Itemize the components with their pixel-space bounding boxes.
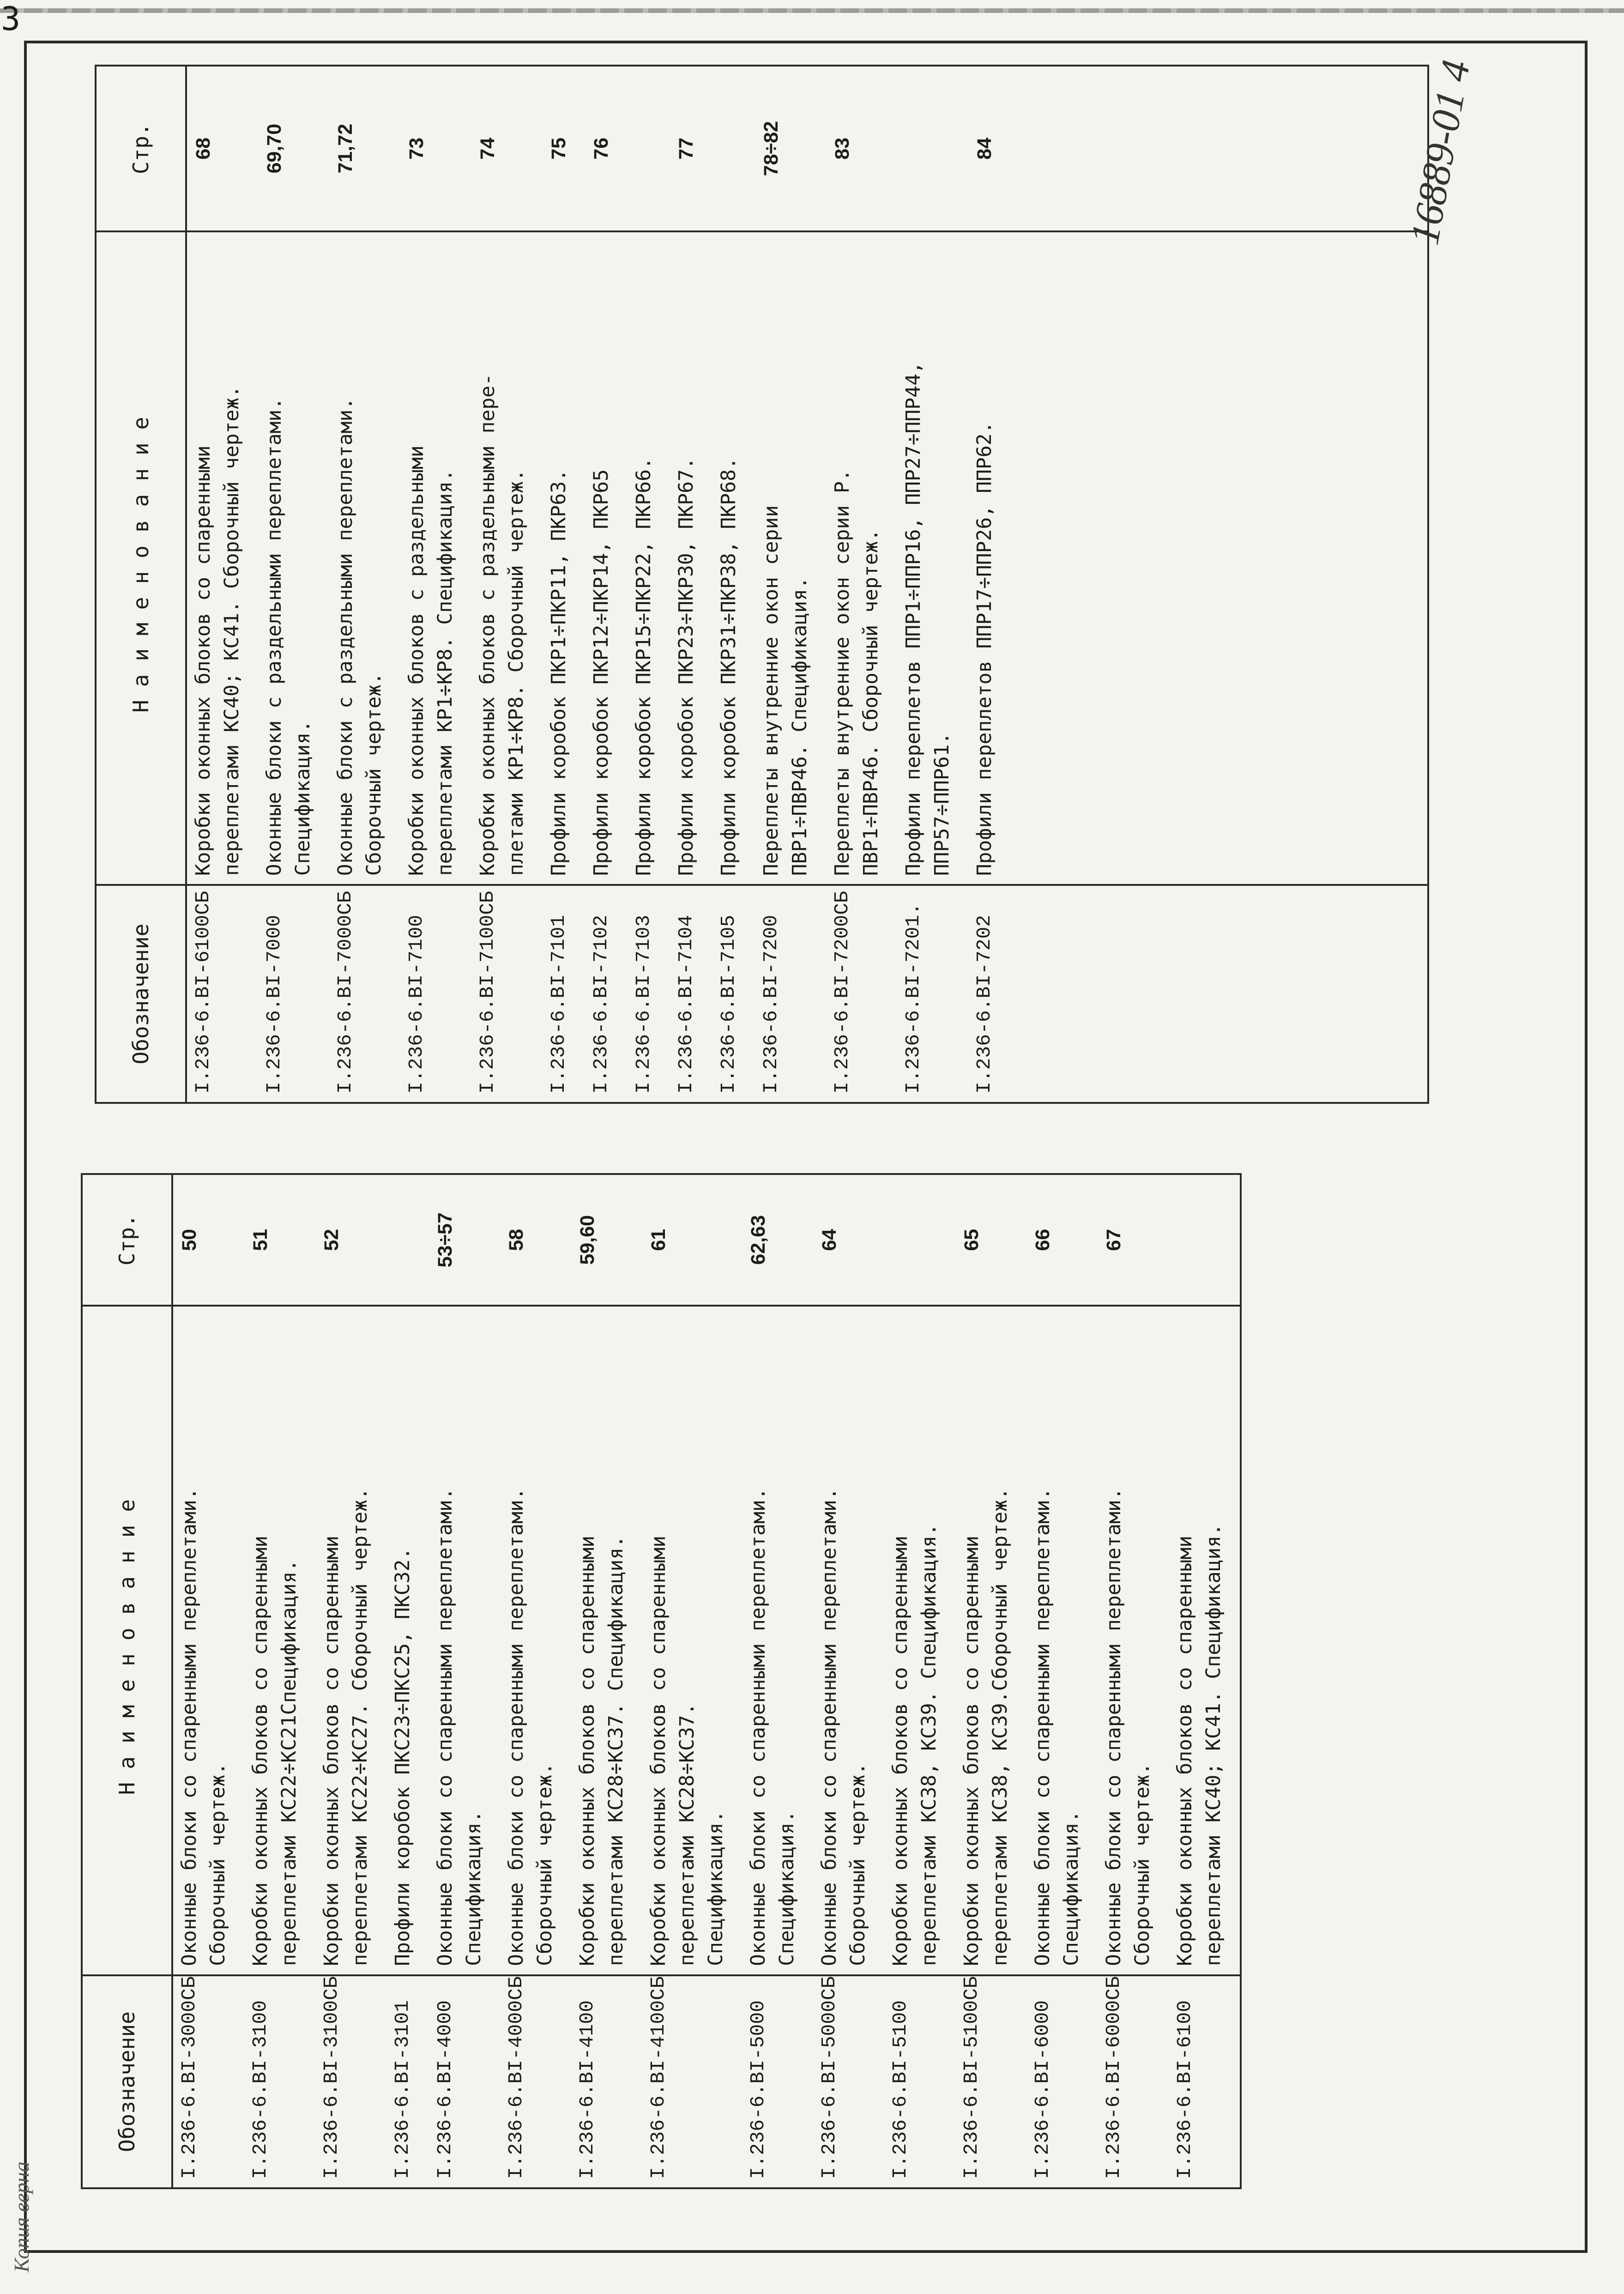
entry-name-line: переплетами КС38, КС39. Спецификация.: [918, 1523, 941, 1966]
header-name: Наименование: [82, 1306, 172, 1975]
entry-code: I.236-6.BI-7101: [547, 914, 570, 1094]
entry-code: I.236-6.BI-7000: [263, 914, 285, 1094]
entry-name-line: Сборочный чертеж.: [1131, 1762, 1154, 1966]
entry-code: I.236-6.BI-7000СБ: [334, 891, 356, 1094]
entry-name: [585, 232, 628, 884]
entry-name-line: Переплеты внутренние окон серии: [760, 505, 783, 876]
entry-page: [884, 1175, 955, 1305]
entry-page: 51: [249, 1229, 272, 1251]
entry-name: [968, 232, 1011, 884]
entry-name: [315, 1307, 386, 1974]
entry-name-line: Оконные блоки со спаренными переплетами.: [434, 1488, 457, 1966]
entry-name-line: Спецификация.: [462, 1810, 485, 1966]
entry-code: I.236-6.BI-4000: [434, 2000, 456, 2179]
entry-page: 74: [477, 137, 499, 160]
entry-name: [1098, 1307, 1169, 1974]
entry-page: 65: [960, 1229, 983, 1251]
entry-name-line: Профили коробок ПКР31÷ПКР38, ПКР68.: [717, 457, 740, 876]
entry-name-line: Оконные блоки со спаренными переплетами.: [747, 1488, 770, 1966]
entry-page: 75: [548, 137, 570, 160]
entry-page: [386, 1175, 429, 1305]
entry-name: [1026, 1307, 1098, 1974]
entry-code: I.236-6.BI-5100: [889, 2000, 912, 2179]
entry-name: [755, 232, 826, 884]
entry-name: [813, 1307, 884, 1974]
entry-name-line: Переплеты внутренние окон серии Р.: [831, 469, 854, 876]
entry-name: [628, 232, 670, 884]
entry-name-line: Коробки оконных блоков со спаренными: [647, 1535, 670, 1966]
left-code-column: [172, 1975, 1241, 2188]
entry-name-line: Оконные блоки со спаренными переплетами.: [1031, 1488, 1054, 1966]
entry-name-line: переплетами КС28÷КС37.: [676, 1703, 699, 1966]
entry-page: 61: [647, 1229, 670, 1251]
entry-name-line: переплетами КР1÷КР8. Спецификация.: [434, 469, 457, 876]
entry-name-line: Спецификация.: [291, 720, 314, 876]
left-page-column: [172, 1174, 1241, 1306]
entry-code: I.236-6.BI-6100: [1173, 2000, 1196, 2179]
entry-name-line: Коробки оконных блоков со спаренными: [1173, 1535, 1196, 1966]
entry-name: [429, 1307, 500, 1974]
header-page: Стр.: [96, 66, 186, 231]
entry-name-line: Спецификация.: [1060, 1810, 1083, 1966]
entry-code: I.236-6.BI-7201.: [902, 903, 924, 1094]
entry-page: 52: [320, 1229, 343, 1251]
entry-name-line: переплетами КС22÷КС21Спецификация.: [278, 1559, 301, 1966]
entry-code: I.236-6.BI-4100СБ: [647, 1976, 670, 2179]
entry-name-line: ПВР1÷ПВР46. Спецификация.: [788, 577, 811, 876]
entry-name: [571, 1307, 642, 1974]
entry-name-line: Оконные блоки со спаренными переплетами.: [178, 1488, 201, 1966]
entry-page: 84: [973, 137, 996, 160]
entry-name: [258, 232, 329, 884]
entry-code: I.236-6.BI-7104: [675, 914, 697, 1094]
entry-code: I.236-6.BI-6000: [1031, 2000, 1054, 2179]
entry-code: I.236-6.BI-7103: [632, 914, 655, 1094]
entry-name: [642, 1307, 742, 1974]
entry-name: [955, 1307, 1026, 1974]
entry-name-line: Профили коробок ПКР15÷ПКР22, ПКР66.: [632, 457, 655, 876]
entry-name: [742, 1307, 813, 1974]
document-number: 16889-01 4: [1402, 57, 1479, 248]
entry-code: I.236-6.BI-7200СБ: [831, 891, 853, 1094]
entry-name-line: Коробки оконных блоков со спаренными: [960, 1535, 983, 1966]
top-scan-edge: [0, 8, 1624, 13]
entry-name: [386, 1307, 429, 1974]
entry-page: 67: [1103, 1229, 1125, 1251]
entry-name: [173, 1307, 244, 1974]
entry-code: I.236-6.BI-5000СБ: [818, 1976, 840, 2179]
entry-name: [712, 232, 755, 884]
entry-code: I.236-6.BI-7105: [717, 914, 740, 1094]
entry-name-line: Спецификация.: [704, 1810, 727, 1966]
entry-name-line: ПВР1÷ПВР46. Сборочный чертеж.: [859, 529, 882, 876]
entry-code: I.236-6.BI-3000СБ: [178, 1976, 200, 2179]
header-name: Наименование: [96, 231, 186, 885]
entry-name-line: Коробки оконных блоков со спаренными: [889, 1535, 912, 1966]
entry-name: [826, 232, 897, 884]
entry-name: [244, 1307, 315, 1974]
entry-page: 66: [1032, 1229, 1054, 1251]
entry-name: [400, 232, 471, 884]
entry-code: I.236-6.BI-4000СБ: [505, 1976, 527, 2179]
entry-name-line: Сборочный чертеж.: [362, 672, 386, 876]
entry-name-line: Сборочный чертеж.: [206, 1762, 229, 1966]
entry-name-line: ППР57÷ППР61.: [930, 732, 954, 876]
header-code: Обозначение: [96, 885, 186, 1103]
entry-name-line: переплетами КС38, КС39.Сборочный чертеж.: [989, 1488, 1012, 1966]
entry-name-line: переплетами КС40; КС41. Спецификация.: [1202, 1523, 1225, 1966]
entry-name: [543, 232, 585, 884]
entry-name: [897, 232, 968, 884]
entry-name: [884, 1307, 955, 1974]
entry-page: 58: [505, 1229, 527, 1251]
right-name-column: [186, 231, 1428, 885]
entry-name: [500, 1307, 571, 1974]
entry-name: [670, 232, 712, 884]
entry-code: I.236-6.BI-4100: [576, 2000, 598, 2179]
entry-page: 64: [818, 1229, 840, 1251]
entry-name-line: Оконные блоки со спаренными переплетами.: [1102, 1488, 1125, 1966]
entry-name-line: Коробки оконных блоков с раздельными пере-: [476, 374, 499, 876]
entry-page: 77: [675, 137, 697, 160]
entry-name: [471, 232, 543, 884]
entry-code: I.236-6.BI-3101: [391, 2000, 414, 2179]
entry-page: 73: [405, 137, 428, 160]
entry-name: [187, 232, 258, 884]
header-page: Стр.: [82, 1174, 172, 1306]
entry-name-line: Коробки оконных блоков с раздельными: [405, 445, 428, 876]
entry-page: [712, 67, 755, 230]
entry-page: 50: [178, 1229, 200, 1251]
entry-name-line: Коробки оконных блоков со спаренными: [576, 1535, 599, 1966]
entry-page: 62,63: [747, 1215, 769, 1265]
entry-name-line: Спецификация.: [775, 1810, 798, 1966]
entry-code: I.236-6.BI-7202: [973, 914, 996, 1094]
entry-name-line: Коробки оконных блоков со спаренными: [249, 1535, 272, 1966]
entry-name-line: Профили коробок ПКР23÷ПКР30, ПКР67.: [675, 457, 698, 876]
entry-name: [329, 232, 400, 884]
entry-name-line: Оконные блоки со спаренными переплетами.: [505, 1488, 528, 1966]
entry-page: 83: [831, 137, 853, 160]
entry-page: 69,70: [263, 123, 285, 174]
entry-name-line: Профили переплетов ППР1÷ППР16, ППР27÷ППР44,: [902, 362, 925, 876]
right-table-panel: [95, 65, 1429, 1104]
entry-name-line: Профили коробок ПКР12÷ПКР14, ПКР65: [590, 469, 613, 876]
entry-name-line: плетами КР1÷КР8. Сборочный чертеж.: [505, 469, 528, 876]
left-table-panel: [81, 1173, 1225, 2189]
header-code: Обозначение: [82, 1975, 172, 2188]
entry-code: I.236-6.BI-7200: [760, 914, 782, 1094]
entry-code: I.236-6.BI-7100СБ: [476, 891, 499, 1094]
right-code-column: [186, 885, 1428, 1103]
entry-name-line: Оконные блоки со спаренными переплетами.: [818, 1488, 841, 1966]
entry-code: I.236-6.BI-3100СБ: [320, 1976, 343, 2179]
entry-name-line: Сборочный чертеж.: [533, 1762, 556, 1966]
copy-stamp: Копия верна: [10, 2161, 33, 2272]
entry-page: [628, 67, 670, 230]
entry-name-line: Коробки оконных блоков со спаренными: [192, 445, 215, 876]
entry-name-line: переплетами КС28÷КС37. Спецификация.: [604, 1535, 628, 1966]
entry-page: [897, 67, 968, 230]
entry-name-line: переплетами КС40; КС41. Сборочный чертеж.: [220, 385, 243, 876]
right-spec-table: [95, 65, 1429, 1104]
entry-page: 71,72: [334, 123, 356, 174]
entry-code: I.236-6.BI-7102: [590, 914, 612, 1094]
entry-name-line: Сборочный чертеж.: [846, 1762, 869, 1966]
entry-page: 59,60: [576, 1215, 598, 1265]
entry-name-line: переплетами КС22÷КС27. Сборочный чертеж.: [349, 1488, 372, 1966]
entry-name-line: Оконные блоки с раздельными переплетами.: [263, 397, 286, 876]
entry-name-line: Профили коробок ПКР1÷ПКР11, ПКР63.: [547, 469, 570, 876]
entry-page: [1169, 1175, 1240, 1305]
entry-page: 76: [590, 137, 612, 160]
entry-name-line: Оконные блоки с раздельными переплетами.: [334, 397, 357, 876]
entry-name-line: Профили переплетов ППР17÷ППР26, ППР62.: [973, 421, 996, 876]
entry-page: 68: [192, 137, 214, 160]
left-name-column: [172, 1306, 1241, 1975]
left-spec-table: [81, 1173, 1242, 2189]
entry-name: [1169, 1307, 1240, 1974]
entry-code: I.236-6.BI-3100: [249, 2000, 272, 2179]
entry-name-line: Профили коробок ПКС23÷ПКС25, ПКС32.: [391, 1547, 414, 1966]
right-page-column: [186, 66, 1428, 231]
entry-code: I.236-6.BI-5100СБ: [960, 1976, 983, 2179]
entry-name-line: Коробки оконных блоков со спаренными: [320, 1535, 343, 1966]
entry-code: I.236-6.BI-5000: [747, 2000, 769, 2179]
corner-mark: 3: [1, 0, 21, 38]
entry-code: I.236-6.BI-6000СБ: [1102, 1976, 1125, 2179]
entry-page: 53÷57: [434, 1212, 456, 1268]
entry-code: I.236-6.BI-7100: [405, 914, 428, 1094]
entry-page: 78÷82: [760, 121, 782, 176]
entry-code: I.236-6.BI-6100СБ: [192, 891, 214, 1094]
